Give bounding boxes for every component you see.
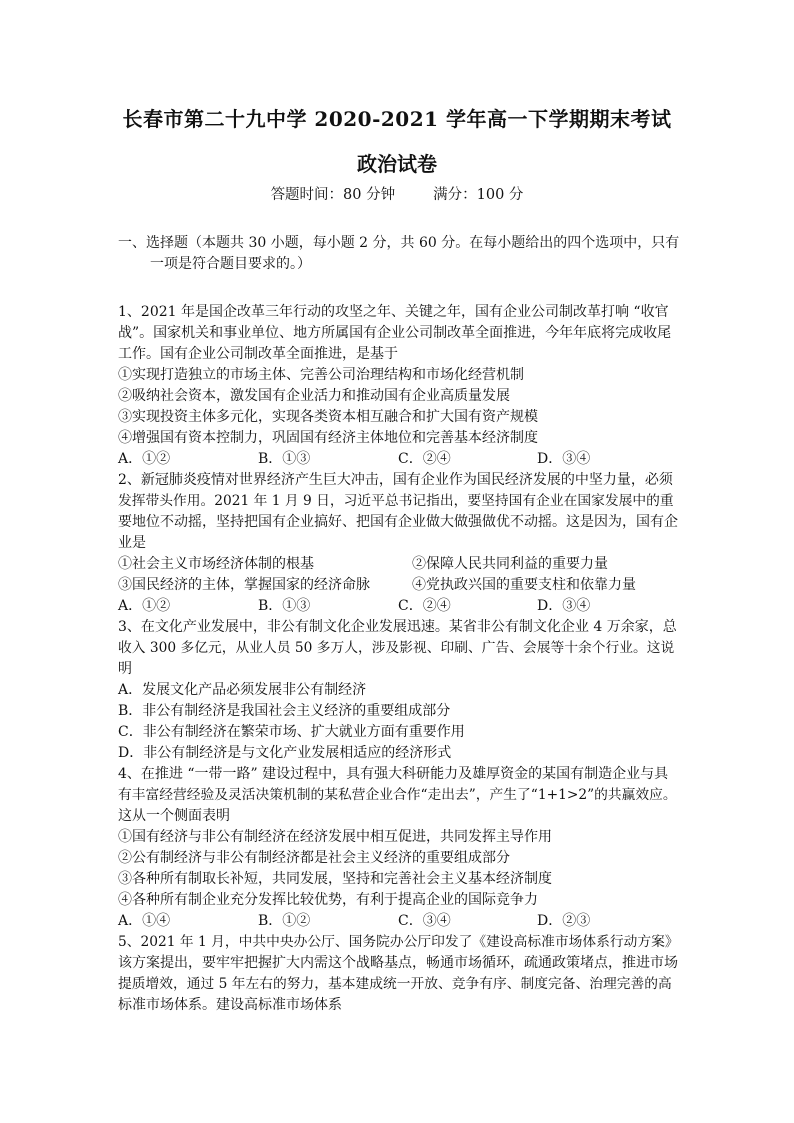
question-text-line: 业是 (118, 535, 146, 551)
question-text-line: 2、新冠肺炎疫情对世界经济产生巨大冲击，国有企业作为国民经济发展的中坚力量，必须 (118, 472, 673, 488)
statement-item: ②保障人民共同利益的重要力量 (412, 556, 608, 572)
statement-item: ②吸纳社会资本，激发国有企业活力和推动国有企业高质量发展 (118, 388, 510, 404)
question-2 (118, 470, 680, 617)
question-text-line: 收入 300 多亿元，从业人员 50 多万人，涉及影视、印刷、广告、会展等十余个行业。这说 (118, 640, 675, 656)
exam-meta (0, 183, 794, 204)
option-a: A．①④ (118, 913, 171, 929)
statement-item: ③实现投资主体多元化，实现各类资本相互融合和扩大国有资产规模 (118, 409, 538, 425)
question-text-line: 这从一个侧面表明 (118, 808, 230, 824)
statement-item: ①实现打造独立的市场主体、完善公司治理结构和市场化经营机制 (118, 367, 524, 383)
choice-item: C．非公有制经济在繁荣市场、扩大就业方面有重要作用 (118, 724, 465, 740)
choice-item: A．发展文化产品必须发展非公有制经济 (118, 682, 367, 698)
option-d: D．③④ (537, 451, 591, 467)
statement-item: ②公有制经济与非公有制经济都是社会主义经济的重要组成部分 (118, 850, 510, 866)
answer-options (118, 596, 680, 617)
exam-score: 满分：100 分 (433, 187, 524, 203)
question-5 (118, 932, 680, 1016)
option-d: D．③④ (537, 598, 591, 614)
choice-item: B．非公有制经济是我国社会主义经济的重要组成部分 (118, 703, 451, 719)
section-line-1: 一、选择题（本题共 30 小题，每小题 2 分，共 60 分。在每小题给出的四个选项中，只有 (118, 235, 680, 251)
option-b: B．①③ (258, 451, 311, 467)
exam-subject: 政治试卷 (357, 152, 437, 176)
question-3 (118, 617, 680, 764)
option-c: C．②④ (398, 451, 451, 467)
statement-item: ④党执政兴国的重要支柱和依靠力量 (412, 577, 636, 593)
exam-title: 长春市第二十九中学 2020-2021 学年高一下学期期末考试 (122, 107, 672, 131)
question-1 (118, 302, 680, 470)
option-c: C．②④ (398, 598, 451, 614)
question-text-line: 有丰富经营经验及灵活决策机制的某私营企业合作“走出去”，产生了“1+1>2”的共赢效应。 (118, 787, 677, 803)
question-text-line: 工作。国有企业公司制改革全面推进，是基于 (118, 346, 398, 362)
answer-options (118, 911, 680, 932)
question-text-line: 该方案提出，要牢牢把握扩大内需这个战略基点，畅通市场循环，疏通政策堵点，推进市场 (118, 955, 678, 971)
option-b: B．①③ (258, 598, 311, 614)
option-c: C．③④ (398, 913, 451, 929)
section-line-2: 一项是符合题目要求的。） (150, 256, 311, 272)
question-text-line: 5、2021 年 1 月，中共中央办公厅、国务院办公厅印发了《建设高标准市场体系行动方案》 (118, 934, 679, 950)
option-a: A．①② (118, 598, 171, 614)
statement-item: ④各种所有制企业充分发挥比较优势，有利于提高企业的国际竞争力 (118, 892, 538, 908)
statement-row (118, 575, 680, 596)
statement-item: ①社会主义市场经济体制的根基 (118, 556, 314, 572)
question-text-line: 发挥带头作用。2021 年 1 月 9 日，习近平总书记指出，要坚持国有企业在国家发展中的重 (118, 493, 674, 509)
option-b: B．①② (258, 913, 311, 929)
question-text-line: 要地位不动摇，坚持把国有企业搞好、把国有企业做大做强做优不动摇。这是因为，国有企 (118, 514, 678, 530)
question-text-line: 战”。国家机关和事业单位、地方所属国有企业公司制改革全面推进，今年年底将完成收尾 (118, 325, 672, 341)
statement-item: ③国民经济的主体，掌握国家的经济命脉 (118, 577, 370, 593)
option-a: A．①② (118, 451, 171, 467)
question-text-line: 明 (118, 661, 132, 677)
question-text-line: 1、2021 年是国企改革三年行动的攻坚之年、关键之年，国有企业公司制改革打响 “收官 (118, 304, 669, 320)
option-d: D．②③ (537, 913, 591, 929)
section-instructions (118, 233, 678, 275)
statement-item: ④增强国有资本控制力，巩固国有经济主体地位和完善基本经济制度 (118, 430, 538, 446)
question-text-line: 标准市场体系。建设高标准市场体系 (118, 997, 342, 1013)
answer-options (118, 449, 680, 470)
question-text-line: 3、在文化产业发展中，非公有制文化企业发展迅速。某省非公有制文化企业 4 万余家，总 (118, 619, 677, 635)
exam-time: 答题时间：80 分钟 (270, 187, 396, 203)
choice-item: D．非公有制经济是与文化产业发展相适应的经济形式 (118, 745, 452, 761)
statement-item: ③各种所有制取长补短，共同发展，坚持和完善社会主义基本经济制度 (118, 871, 552, 887)
question-text-line: 提质增效，通过 5 年左右的努力，基本建成统一开放、竞争有序、制度完备、治理完善的高 (118, 976, 672, 992)
statement-item: ①国有经济与非公有制经济在经济发展中相互促进，共同发挥主导作用 (118, 829, 552, 845)
question-4 (118, 764, 680, 932)
statement-row (118, 554, 680, 575)
question-text-line: 4、在推进 “一带一路” 建设过程中，具有强大科研能力及雄厚资金的某国有制造企业与具 (118, 766, 669, 782)
